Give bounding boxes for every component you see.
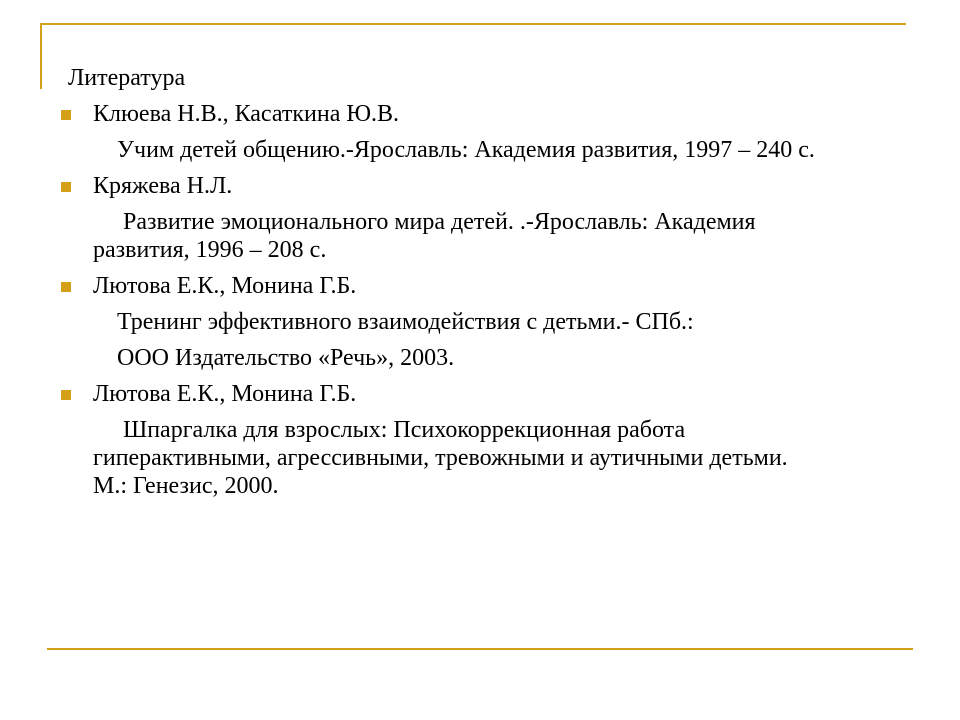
entry-authors-text: Кряжева Н.Л.	[93, 173, 233, 199]
slide-title: Литература	[68, 65, 186, 91]
entry-authors-text: Клюева Н.В., Касаткина Ю.В.	[93, 101, 400, 127]
entry-description-line: развития, 1996 – 208 с.	[93, 237, 327, 263]
square-bullet-icon	[61, 282, 71, 292]
entry-authors-text: Лютова Е.К., Монина Г.Б.	[93, 381, 357, 407]
bibliography-entry-authors	[60, 380, 940, 408]
frame-left-line	[40, 23, 42, 89]
bibliography-entry-authors	[60, 172, 940, 200]
frame-bottom-line	[47, 648, 913, 650]
entry-description-line: гиперактивными, агрессивными, тревожными и аутичными детьми.	[93, 445, 788, 471]
bibliography-entry-description	[60, 136, 940, 164]
entry-authors-text: Лютова Е.К., Монина Г.Б.	[93, 273, 357, 299]
frame-top-line	[40, 23, 906, 25]
entry-description-line: Шпаргалка для взрослых: Психокоррекционная работа	[93, 417, 686, 443]
entry-description-line: ООО Издательство «Речь», 2003.	[93, 345, 455, 371]
bibliography-entry-description	[60, 416, 940, 500]
bibliography-entry-description	[60, 308, 940, 372]
square-bullet-icon	[61, 390, 71, 400]
entry-description-line: Развитие эмоционального мира детей. .-Ярославль: Академия	[93, 209, 756, 235]
bibliography-entry-description	[60, 208, 940, 264]
square-bullet-icon	[61, 182, 71, 192]
bibliography-list	[60, 100, 940, 508]
entry-description-line: Учим детей общению.-Ярославль: Академия развития, 1997 – 240 с.	[93, 137, 815, 163]
entry-description-line: Тренинг эффективного взаимодействия с детьми.- СПб.:	[93, 309, 694, 335]
bibliography-entry-authors	[60, 100, 940, 128]
square-bullet-icon	[61, 110, 71, 120]
bibliography-entry-authors	[60, 272, 940, 300]
entry-description-line: М.: Генезис, 2000.	[93, 473, 279, 499]
